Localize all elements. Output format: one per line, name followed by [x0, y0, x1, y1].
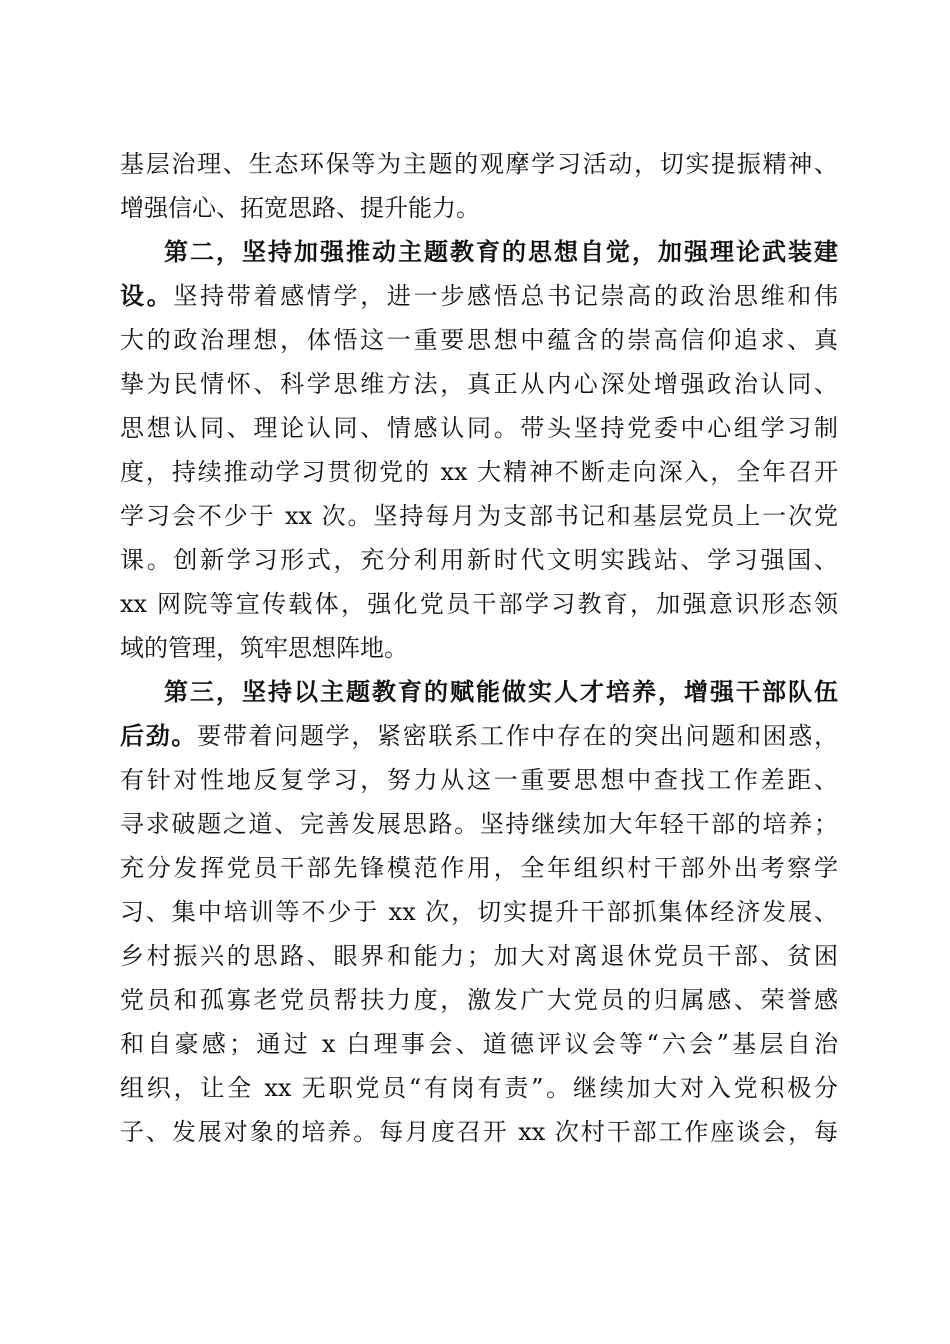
- text-line: [120, 494, 838, 538]
- text-line: [120, 1110, 838, 1154]
- text-line: [120, 1022, 838, 1066]
- line-text: 基层治理、生态环保等为主题的观摩学习活动，切实提振精神、: [120, 150, 838, 178]
- text-line: [120, 538, 838, 582]
- text-line: [120, 714, 838, 758]
- line-text: 乡村振兴的思路、眼界和能力；加大对离退休党员干部、贫困: [120, 942, 838, 970]
- section-heading-3: [164, 670, 838, 714]
- text-line: [120, 934, 838, 978]
- heading-text: 第三，坚持以主题教育的赋能做实人才培养，增强干部队伍: [164, 677, 838, 706]
- text-line: [120, 406, 838, 450]
- text-line: [120, 362, 838, 406]
- text-line: [120, 802, 838, 846]
- text-line: [120, 890, 838, 934]
- line-text: 寻求破题之道、完善发展思路。坚持继续加大年轻干部的培养；: [120, 810, 838, 838]
- line-text: 挚为民情怀、科学思维方法，真正从内心深处增强政治认同、: [120, 370, 838, 398]
- line-text: 和自豪感；通过 x 白理事会、道德评议会等“六会”基层自治: [120, 1030, 838, 1058]
- line-text: 充分发挥党员干部先锋模范作用，全年组织村干部外出考察学: [120, 854, 838, 882]
- text-line: [120, 846, 838, 890]
- heading-text: 后劲。: [120, 721, 198, 750]
- line-text: 度，持续推动学习贯彻党的 xx 大精神不断走向深入，全年召开: [120, 458, 838, 486]
- line-text: 增强信心、拓宽思路、提升能力。: [120, 194, 480, 222]
- line-text: 组织，让全 xx 无职党员“有岗有责”。继续加大对入党积极分: [120, 1074, 838, 1102]
- line-text: 域的管理，筑牢思想阵地。: [120, 634, 408, 662]
- line-text: 要带着问题学，紧密联系工作中存在的突出问题和困惑，: [197, 722, 839, 750]
- heading-text: 第二，坚持加强推动主题教育的思想自觉，加强理论武装建: [164, 237, 838, 266]
- line-text: 学习会不少于 xx 次。坚持每月为支部书记和基层党员上一次党: [120, 502, 838, 530]
- text-line: [120, 186, 838, 230]
- text-line: [120, 626, 838, 670]
- text-line: [120, 1066, 838, 1110]
- line-text: 课。创新学习形式，充分利用新时代文明实践站、学习强国、: [120, 546, 838, 574]
- line-text: 党员和孤寡老党员帮扶力度，激发广大党员的归属感、荣誉感: [120, 986, 838, 1014]
- line-text: 有针对性地反复学习，努力从这一重要思想中查找工作差距、: [120, 766, 838, 794]
- line-text: 习、集中培训等不少于 xx 次，切实提升干部抓集体经济发展、: [120, 898, 838, 926]
- text-line: [120, 758, 838, 802]
- text-line: [120, 582, 838, 626]
- section-heading-2: [164, 230, 838, 274]
- text-line: [120, 274, 838, 318]
- text-line: [120, 142, 838, 186]
- text-line: [120, 450, 838, 494]
- line-text: xx 网院等宣传载体，强化党员干部学习教育，加强意识形态领: [120, 590, 838, 618]
- heading-text: 设。: [120, 281, 174, 310]
- text-line: [120, 318, 838, 362]
- line-text: 大的政治理想，体悟这一重要思想中蕴含的崇高信仰追求、真: [120, 326, 838, 354]
- line-text: 子、发展对象的培养。每月度召开 xx 次村干部工作座谈会，每: [120, 1118, 838, 1146]
- line-text: 思想认同、理论认同、情感认同。带头坚持党委中心组学习制: [120, 414, 838, 442]
- text-line: [120, 978, 838, 1022]
- line-text: 坚持带着感情学，进一步感悟总书记崇高的政治思维和伟: [173, 282, 839, 310]
